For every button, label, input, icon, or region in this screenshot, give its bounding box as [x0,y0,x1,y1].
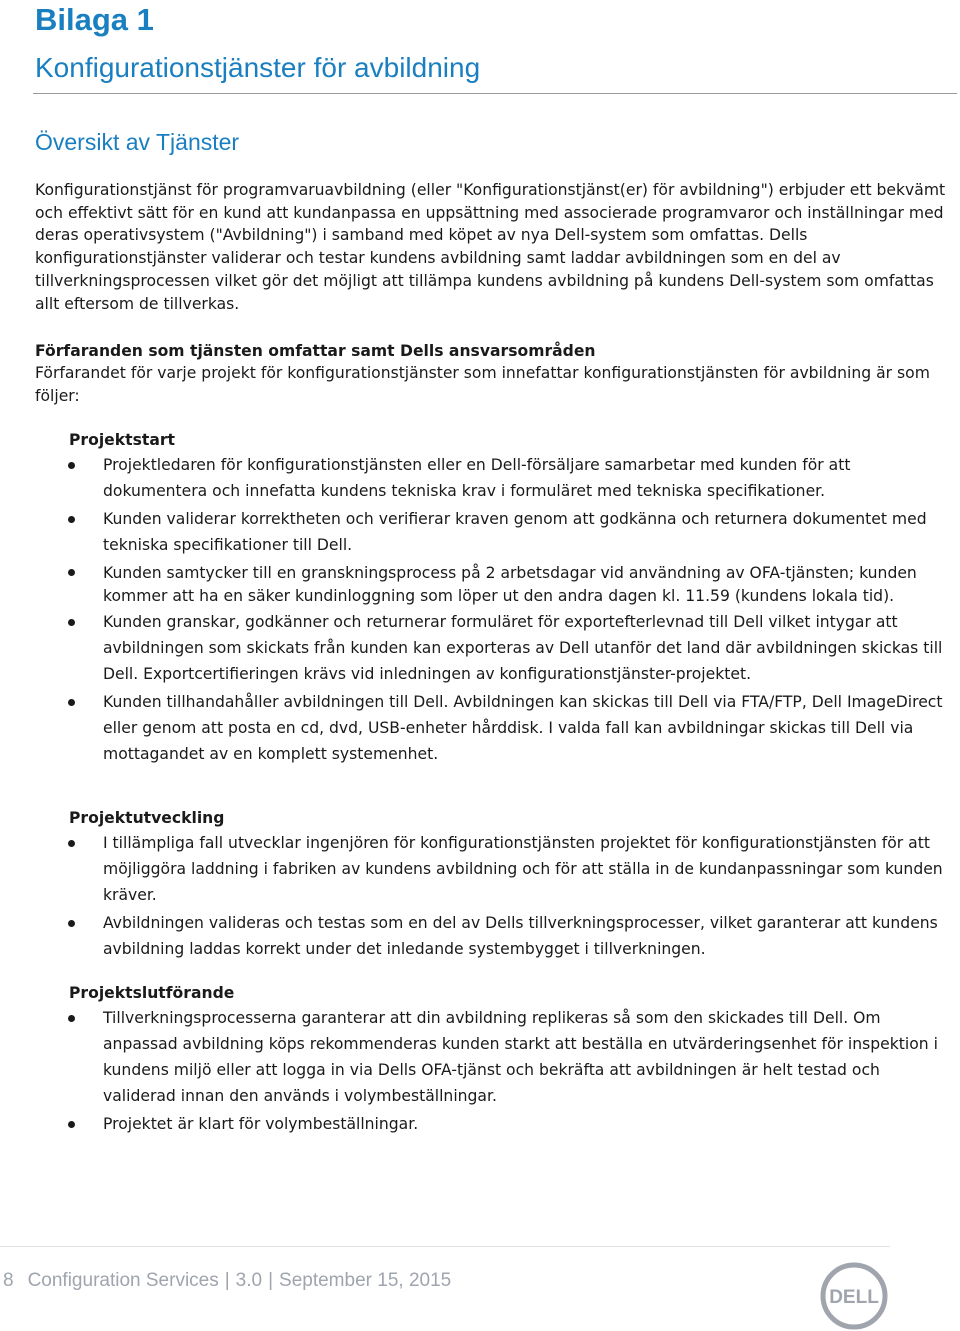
list-projektstart [0,452,960,767]
list-item [0,560,951,607]
list-item [0,1111,951,1137]
list-projektslutforande [0,1005,960,1137]
list-item-text: Kunden samtycker till en granskningsprocess på 2 arbetsdagar vid användning av OFA-tjänsten; kunden kommer att ha en säker kundinloggning som löper ut den andra dagen kl. 11.59 (kundens lokala tid). [103,564,917,605]
subheading-projektstart: Projektstart [69,431,175,449]
procedures-paragraph: Förfarandet för varje projekt för konfigurationstjänster som innefattar konfigurationstjänsten för avbildning är som följer: [35,364,930,405]
list-item [0,506,951,558]
list-item-text: Projektet är klart för volymbeställningar. [103,1115,419,1133]
list-item [0,830,951,908]
list-item [0,1005,951,1109]
footer-separator: | [268,1270,274,1291]
subheading-projektslutforande: Projektslutförande [69,984,235,1002]
page-footer [3,1270,451,1292]
list-item [0,689,951,767]
bullet-icon [68,462,75,469]
footer-separator: | [224,1270,230,1291]
header-divider [33,93,957,94]
list-item [0,609,951,687]
footer-divider [0,1246,890,1247]
bullet-icon [68,840,75,847]
intro-paragraph: Konfigurationstjänst för programvaruavbildning (eller "Konfigurationstjänst(er) för avbildning") erbjuder ett bekvämt och effektivt sätt för en kund att kundanpassa en uppsättning med associerade programvaror och inställningar med deras operativsystem ("Avbildning") i samband med köpet av nya Dell-system som omfattas. Dells konfigurationstjänster validerar och testar kundens avbildning samt laddar avbildningen som en del av tillverkningsprocessen vilket gör det möjligt att tillämpa kundens avbildning på kundens Dell-system som omfattas allt eftersom de tillverkas. [35,181,946,313]
procedures-heading: Förfaranden som tjänsten omfattar samt Dells ansvarsområden [35,342,596,360]
appendix-subtitle: Konfigurationstjänster för avbildning [35,52,481,83]
footer-date: September 15, 2015 [279,1270,452,1291]
bullet-icon [68,699,75,706]
list-item [0,910,951,962]
list-item-text: Avbildningen valideras och testas som en del av Dells tillverkningsprocesser, vilket garanterar att kundens avbildning laddas korrekt under det inledande systembygget i tillverkningen. [103,914,938,958]
dell-logo-icon [820,1262,888,1330]
footer-doc-title: Configuration Services [27,1270,219,1291]
dell-logo-text: DELL [829,1287,879,1308]
list-item-text: Kunden validerar korrektheten och verifierar kraven genom att godkänna och returnera dokumentet med tekniska specifikationer till Dell. [103,510,927,554]
bullet-icon [68,569,75,576]
list-item-text: Kunden granskar, godkänner och returnerar formuläret för exportefterlevnad till Dell vilket intygar att avbildningen som skickats från kunden kan exporteras av Dell utanför det land där avbildningen skickas till Dell. Exportcertifieringen krävs vid inledningen av konfigurationstjänster-projektet. [103,613,943,683]
page-number: 8 [3,1270,14,1291]
bullet-icon [68,516,75,523]
bullet-icon [68,619,75,626]
section-heading-overview: Översikt av Tjänster [35,129,240,155]
bullet-icon [68,1015,75,1022]
bullet-icon [68,920,75,927]
subheading-projektutveckling: Projektutveckling [69,809,225,827]
footer-version: 3.0 [235,1270,263,1291]
list-item-text: Kunden tillhandahåller avbildningen till Dell. Avbildningen kan skickas till Dell via FTA/FTP, Dell ImageDirect eller genom att posta en cd, dvd, USB-enheter hårddisk. I valda fall kan avbildningar skickas till Dell via mottagandet av en komplett systemenhet. [103,693,943,763]
list-item-text: Projektledaren för konfigurationstjänsten eller en Dell-försäljare samarbetar med kunden för att dokumentera och innefatta kundens tekniska krav i formuläret med tekniska specifikationer. [103,456,851,500]
bullet-icon [68,1121,75,1128]
appendix-title: Bilaga 1 [35,2,154,37]
list-projektutveckling [0,830,960,962]
list-item-text: Tillverkningsprocesserna garanterar att din avbildning replikeras så som den skickades till Dell. Om anpassad avbildning köps rekommenderas kunden starkt att beställa en utvärderingsenhet för inspektion i kundens miljö eller att logga in via Dells OFA-tjänst och bekräfta att avbildningen är helt testad och validerad innan den används i volymbeställningar. [103,1009,938,1105]
list-item-text: I tillämpliga fall utvecklar ingenjören för konfigurationstjänsten projektet för konfigurationstjänsten för att möjliggöra laddning i fabriken av kundens avbildning och för att ställa in de kundanpassningar som kunden kräver. [103,834,943,904]
list-item [0,452,951,504]
